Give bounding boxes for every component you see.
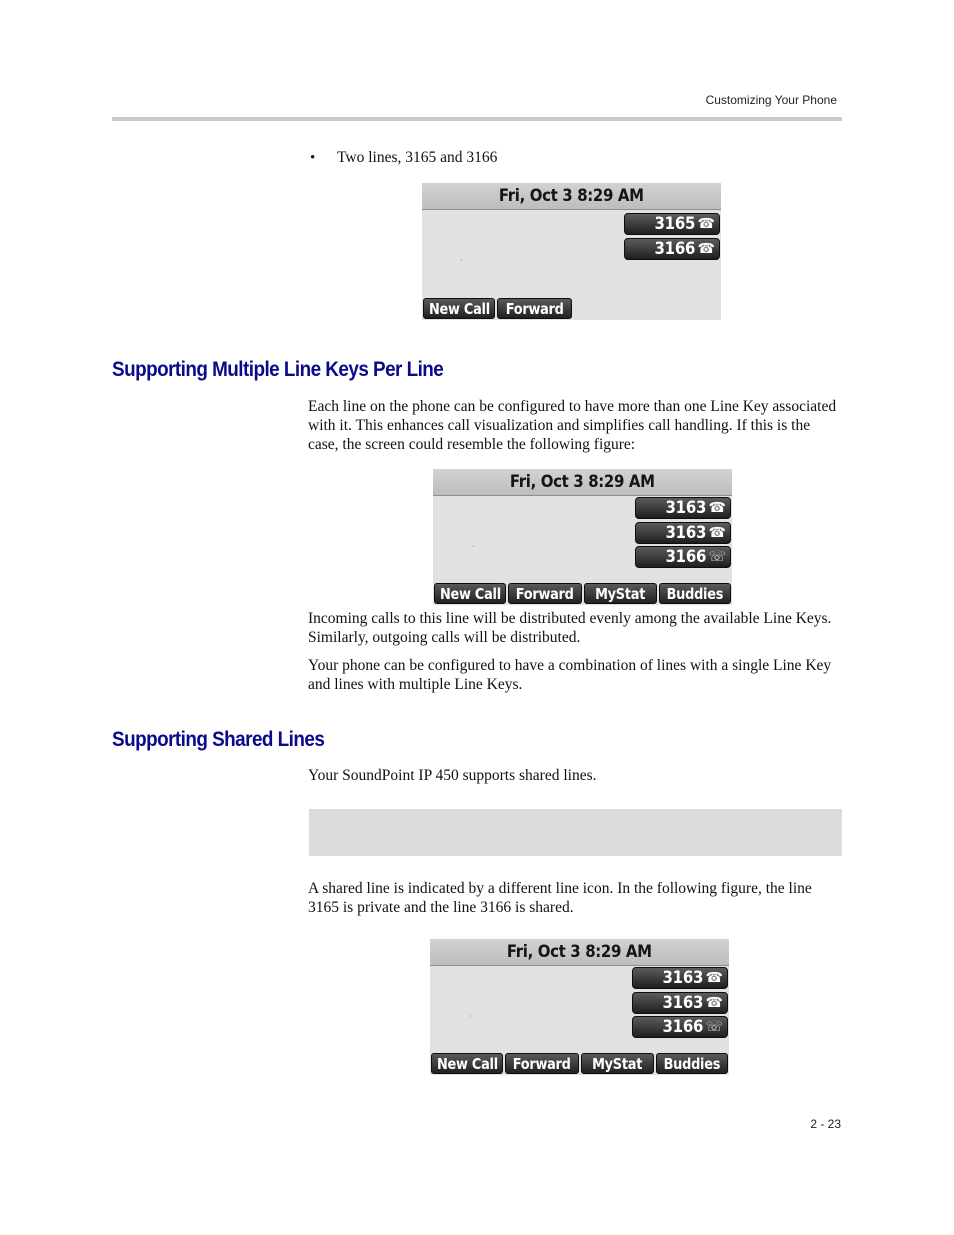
- line-key[interactable]: 3166 ☎: [624, 238, 720, 260]
- phone-screen-multiple-line-keys: [433, 469, 732, 605]
- softkey-new-call[interactable]: New Call: [423, 298, 495, 319]
- line-key[interactable]: 3163 ☎: [635, 522, 731, 544]
- phone-handset-icon: ☎: [705, 970, 723, 986]
- softkey-forward[interactable]: Forward: [497, 298, 572, 319]
- phone-handset-icon: ☎: [697, 216, 715, 232]
- screen-datetime: Fri, Oct 3 8:29 AM: [433, 469, 732, 496]
- screen-datetime: Fri, Oct 3 8:29 AM: [430, 939, 729, 966]
- softkey-forward[interactable]: Forward: [505, 1053, 579, 1074]
- line-key[interactable]: 3163 ☎: [632, 992, 728, 1014]
- softkey-forward[interactable]: Forward: [508, 583, 582, 604]
- softkey-buddies[interactable]: Buddies: [656, 1053, 728, 1074]
- line-key[interactable]: 3163 ☎: [635, 497, 731, 519]
- phone-handset-icon: ☎: [708, 525, 726, 541]
- bullet-icon: •: [310, 150, 316, 166]
- line-key[interactable]: 3166 ☏: [632, 1016, 728, 1038]
- softkey-new-call[interactable]: New Call: [431, 1053, 503, 1074]
- paragraph: Each line on the phone can be configured to have more than one Line Key associated with it. This enhances call visualization and simplifies call handling. If this is the case, the screen could resemble the following figure:: [308, 398, 837, 453]
- bullet-item: Two lines, 3165 and 3166: [337, 149, 498, 166]
- note-box: [309, 809, 842, 856]
- line-key[interactable]: 3163 ☎: [632, 967, 728, 989]
- shared-line-icon: ☏: [708, 549, 726, 565]
- page-number: 2 - 23: [810, 1117, 841, 1131]
- phone-handset-icon: ☎: [705, 995, 723, 1011]
- line-key[interactable]: 3166 ☏: [635, 546, 731, 568]
- section-heading-shared-lines: Supporting Shared Lines: [112, 728, 325, 751]
- softkey-buddies[interactable]: Buddies: [659, 583, 731, 604]
- section-heading-multiple-line-keys: Supporting Multiple Line Keys Per Line: [112, 358, 444, 381]
- paragraph: A shared line is indicated by a different line icon. In the following figure, the line 3165 is private and the line 3166 is shared.: [308, 880, 812, 916]
- phone-handset-icon: ☎: [708, 500, 726, 516]
- softkey-mystat[interactable]: MyStat: [584, 583, 657, 604]
- line-key[interactable]: 3165 ☎: [624, 213, 720, 235]
- softkey-new-call[interactable]: New Call: [434, 583, 506, 604]
- running-header: Customizing Your Phone: [705, 93, 837, 107]
- screen-datetime: Fri, Oct 3 8:29 AM: [422, 183, 721, 210]
- phone-screen-shared-line: [430, 939, 729, 1075]
- paragraph: Incoming calls to this line will be distributed evenly among the available Line Keys. Similarly, outgoing calls will be distributed.: [308, 610, 832, 646]
- softkey-mystat[interactable]: MyStat: [581, 1053, 654, 1074]
- paragraph: Your phone can be configured to have a combination of lines with a single Line Key and lines with multiple Line Keys.: [308, 657, 832, 693]
- paragraph: Your SoundPoint IP 450 supports shared lines.: [308, 767, 597, 784]
- shared-line-icon: ☏: [705, 1019, 723, 1035]
- header-rule: [112, 117, 842, 121]
- phone-handset-icon: ☎: [697, 241, 715, 257]
- phone-screen-two-lines: [422, 183, 721, 320]
